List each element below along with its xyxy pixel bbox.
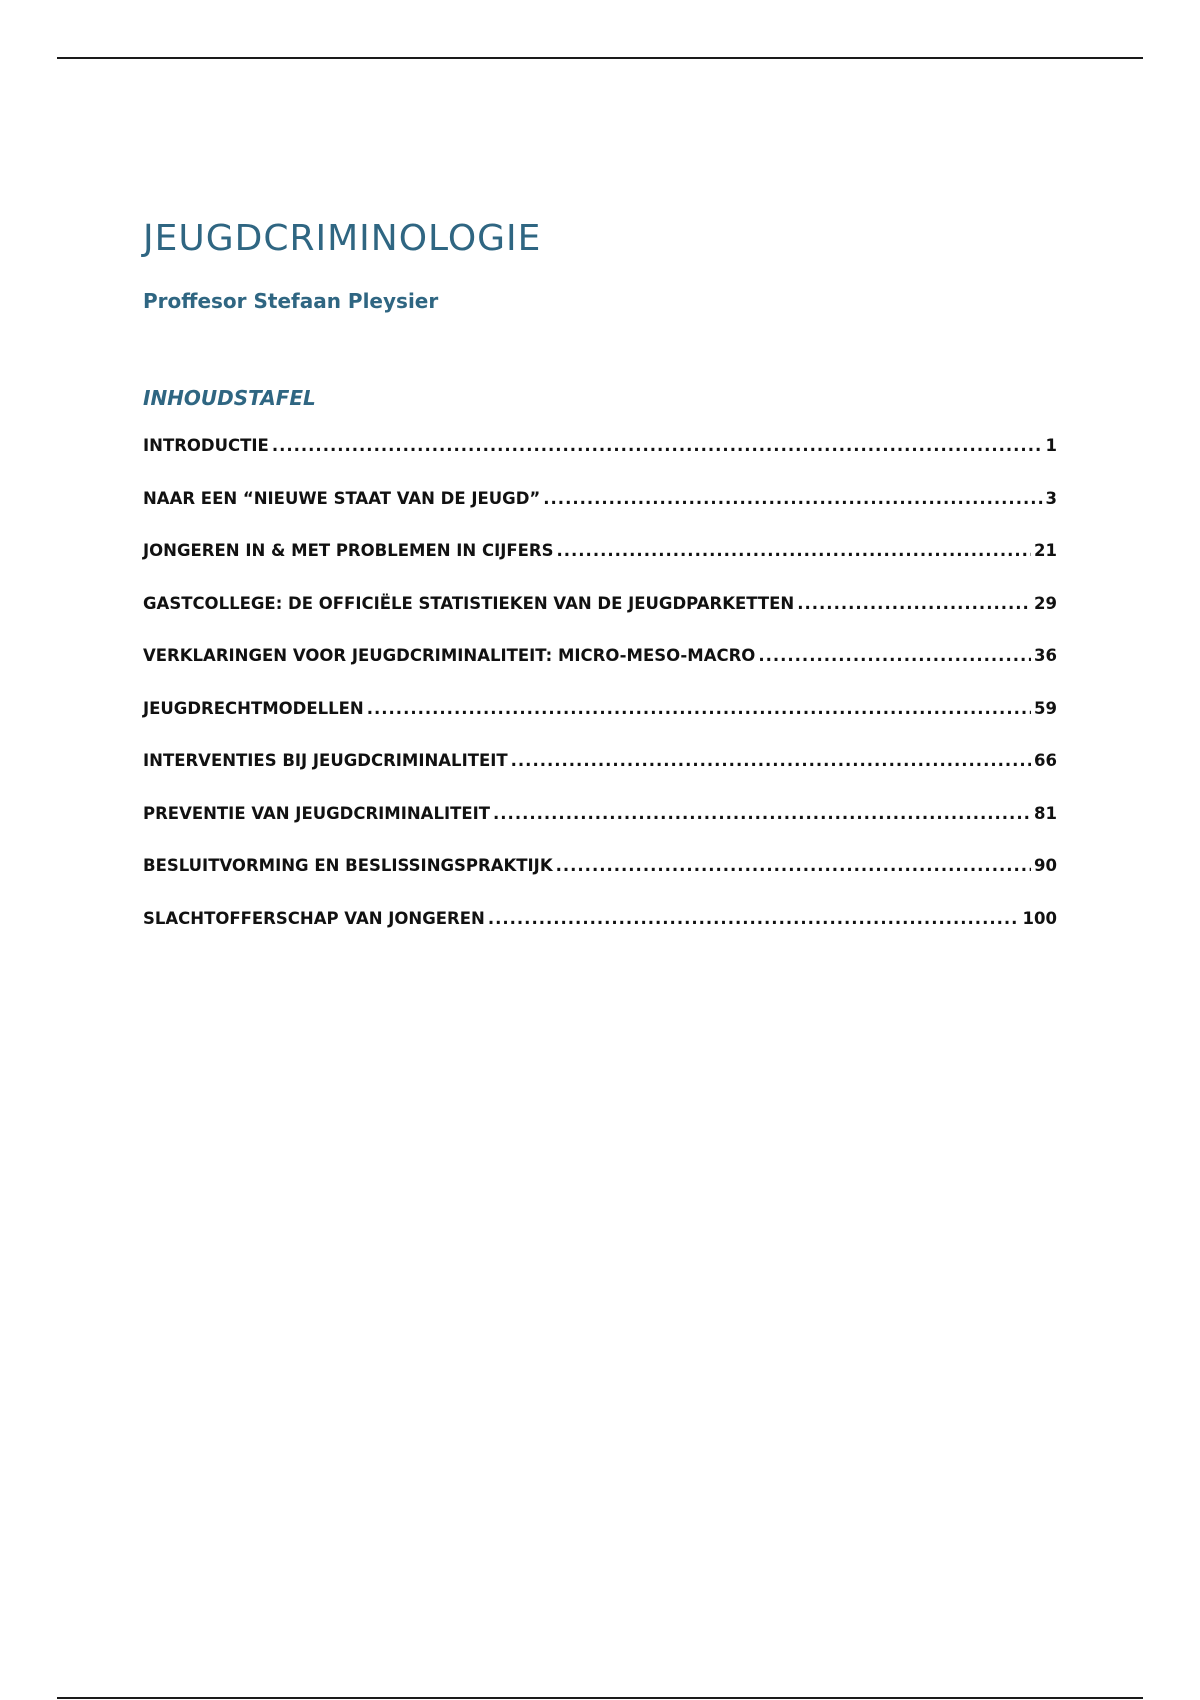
toc-entry-page[interactable]: 3 (1045, 488, 1057, 508)
toc-entry[interactable] (143, 856, 1057, 909)
page-content (143, 212, 1057, 961)
toc-entry-page[interactable]: 1 (1045, 436, 1057, 455)
toc-entry-page[interactable]: 66 (1034, 751, 1057, 770)
toc-entry-label[interactable]: SLACHTOFFERSCHAP VAN JONGEREN (143, 908, 485, 928)
toc-entry-page[interactable]: 90 (1034, 856, 1057, 875)
toc-entry-page[interactable]: 100 (1022, 908, 1057, 928)
toc-entry-page[interactable]: 36 (1034, 646, 1057, 665)
toc-heading: INHOUDSTAFEL (143, 386, 316, 410)
toc-entry[interactable] (143, 804, 1057, 857)
toc-entry-label[interactable]: INTRODUCTIE (143, 436, 269, 455)
toc-entry[interactable] (143, 909, 1057, 962)
toc-dot-leader (272, 436, 1043, 455)
toc-entry-label[interactable]: GASTCOLLEGE: DE OFFICIËLE STATISTIEKEN VAN DE JEUGDPARKETTEN (143, 593, 795, 613)
toc-dot-leader (543, 489, 1042, 508)
toc-entry[interactable] (143, 646, 1057, 699)
toc-entry-label[interactable]: INTERVENTIES BIJ JEUGDCRIMINALITEIT (143, 751, 508, 770)
toc-dot-leader (488, 909, 1020, 928)
toc-dot-leader (493, 804, 1031, 823)
toc-entry[interactable] (143, 489, 1057, 542)
toc-dot-leader (797, 594, 1031, 613)
toc-entry[interactable] (143, 699, 1057, 752)
document-title: JEUGDCRIMINOLOGIE (143, 218, 542, 259)
header-rule (57, 57, 1143, 59)
toc-entry-label[interactable]: PREVENTIE VAN JEUGDCRIMINALITEIT (143, 803, 491, 823)
toc-dot-leader (367, 699, 1031, 718)
toc-entry-label[interactable]: JEUGDRECHTMODELLEN (143, 698, 364, 718)
toc-entry-label[interactable]: NAAR EEN “NIEUWE STAAT VAN DE JEUGD” (143, 488, 541, 508)
document-subtitle: Proffesor Stefaan Pleysier (143, 289, 439, 313)
toc-dot-leader (556, 856, 1031, 875)
toc-entry-page[interactable]: 59 (1034, 698, 1057, 718)
table-of-contents (143, 436, 1057, 961)
toc-entry[interactable] (143, 436, 1057, 489)
toc-entry-page[interactable]: 21 (1034, 541, 1057, 560)
toc-entry-label[interactable]: JONGEREN IN & MET PROBLEMEN IN CIJFERS (143, 541, 554, 560)
toc-entry[interactable] (143, 751, 1057, 804)
footer-rule (57, 1697, 1143, 1699)
toc-entry-label[interactable]: BESLUITVORMING EN BESLISSINGSPRAKTIJK (143, 856, 553, 875)
toc-dot-leader (511, 751, 1031, 770)
toc-entry[interactable] (143, 594, 1057, 647)
toc-entry-label[interactable]: VERKLARINGEN VOOR JEUGDCRIMINALITEIT: MICRO-MESO-MACRO (143, 646, 756, 665)
toc-dot-leader (758, 646, 1031, 665)
toc-entry[interactable] (143, 541, 1057, 594)
toc-entry-page[interactable]: 81 (1034, 803, 1057, 823)
toc-entry-page[interactable]: 29 (1034, 593, 1057, 613)
toc-dot-leader (556, 541, 1031, 560)
